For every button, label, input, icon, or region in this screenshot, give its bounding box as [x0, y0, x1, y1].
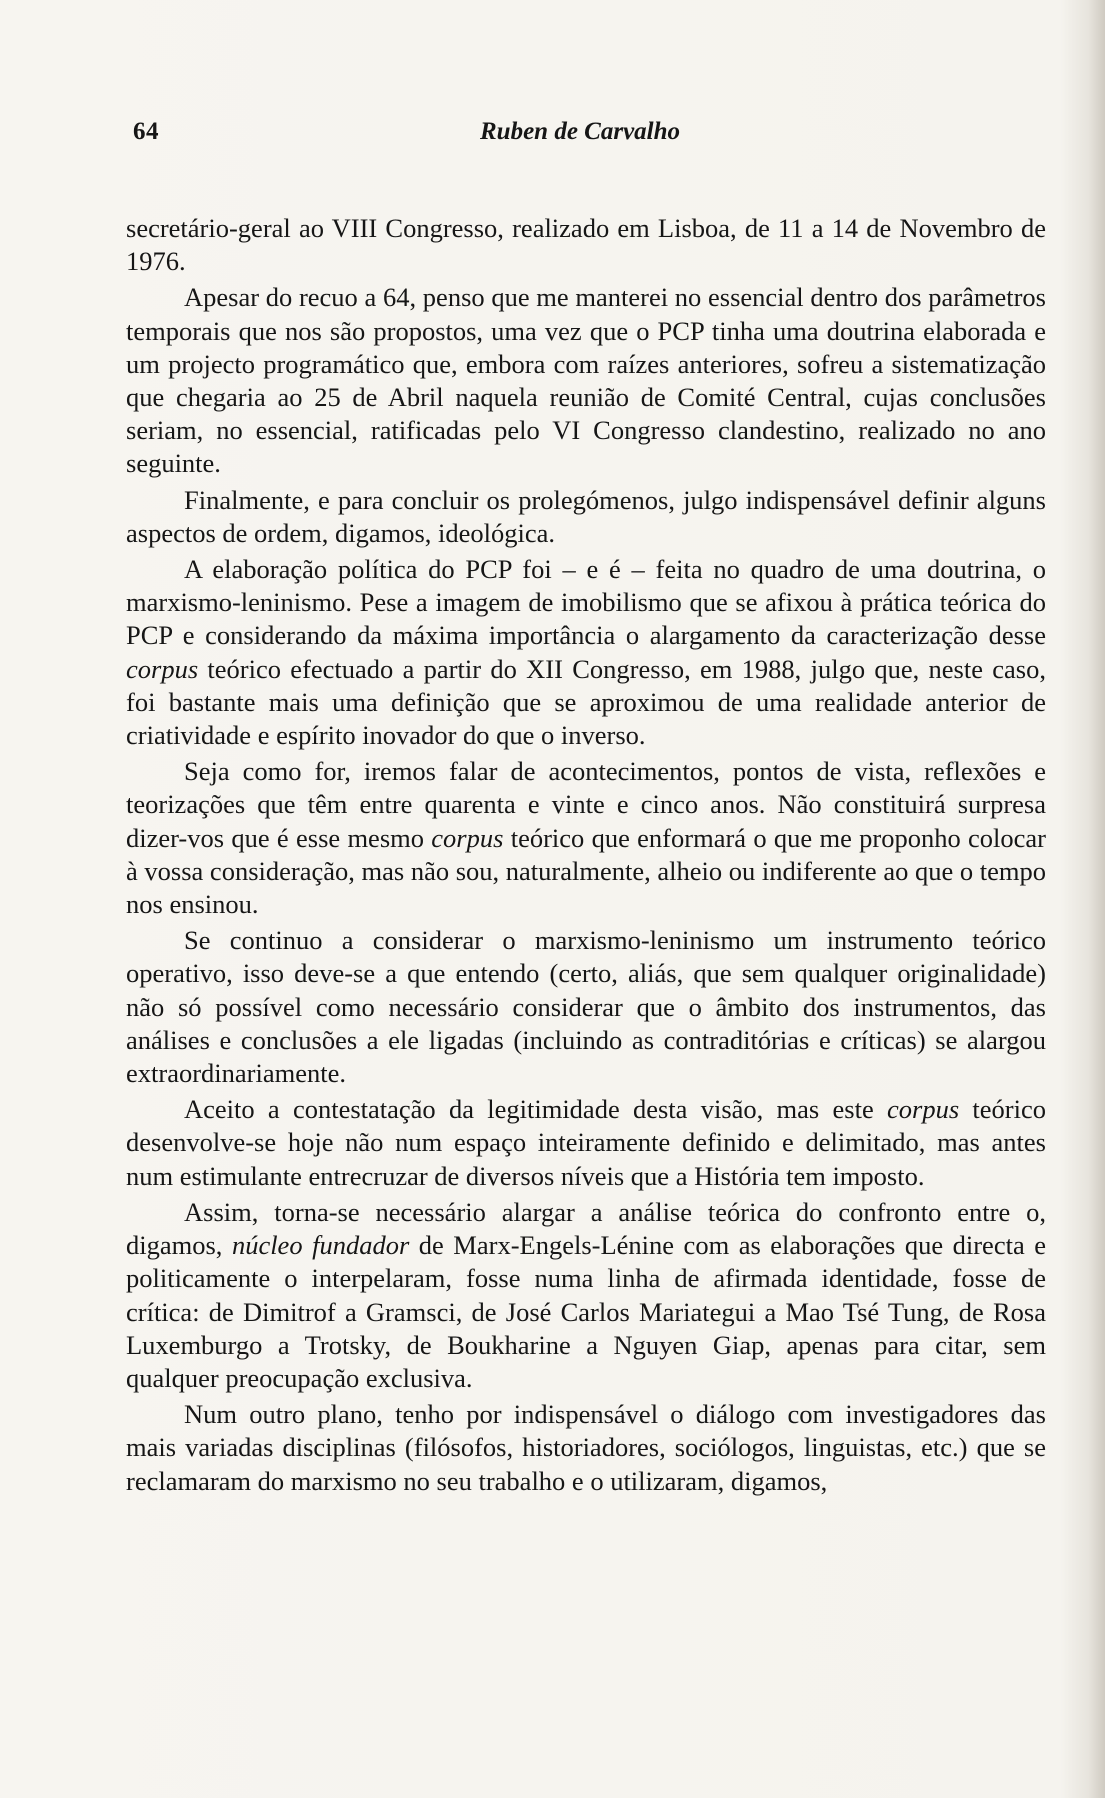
paragraph-text: Finalmente, e para concluir os prolegómenos, julgo indispensável definir alguns aspectos de ordem, digamos, ideológica.: [126, 484, 1046, 548]
paragraph-text: teórico efectuado a partir do XII Congresso, em 1988, julgo que, neste caso, foi bastante mais uma definição que se aproximou de uma realidade anterior de criatividade e espírito inovador do que o inverso.: [126, 653, 1046, 751]
paragraph-9: [126, 1398, 1046, 1498]
paragraph-text: teórico desenvolve-se hoje não num espaço inteiramente definido e delimitado, mas antes num estimulante entrecruzar de diversos níveis que a História tem imposto.: [126, 1094, 1046, 1191]
page-header: [133, 118, 1033, 158]
paragraph-text: Se continuo a considerar o marxismo-leninismo um instrumento teórico operativo, isso deve-se a que entendo (certo, aliás, que sem qualquer originalidade) não só possível como necessário considerar que o âmbito dos instrumentos, das análises e conclusões a ele ligadas (incluindo as contraditórias e críticas) se alargou extraordinariamente.: [126, 925, 1046, 1089]
paragraph-text: Num outro plano, tenho por indispensável o diálogo com investigadores das mais variadas disciplinas (filósofos, historiadores, sociólogos, linguistas, etc.) que se reclamaram do marxismo no seu trabalho e o utilizaram, digamos,: [126, 1399, 1046, 1496]
paragraph-2: [126, 281, 1046, 480]
italic-term: corpus: [126, 653, 199, 684]
paragraph-text: teórico que enformará o que me proponho colocar à vossa consideração, mas não sou, naturalmente, alheio ou indiferente ao que o tempo nos ensinou.: [126, 822, 1046, 920]
paragraph-1: [126, 212, 1046, 278]
italic-term: corpus: [887, 1094, 960, 1125]
paragraph-8: [126, 1196, 1046, 1395]
paragraph-text: secretário-geral ao VIII Congresso, realizado em Lisboa, de 11 a 14 de Novembro de 1976.: [126, 213, 1046, 277]
paragraph-5: [126, 755, 1046, 921]
italic-term: corpus: [431, 822, 504, 853]
paragraph-text: Seja como for, iremos falar de acontecimentos, pontos de vista, reflexões e teorizações que têm entre quarenta e vinte e cinco anos. Não constituirá surpresa dizer-vos que é esse mesmo: [126, 756, 1046, 853]
paragraph-text: Aceito a contestatação da legitimidade desta visão, mas este: [184, 1094, 887, 1125]
page-number: 64: [133, 118, 159, 145]
paragraph-text: de Marx-Engels-Lénine com as elaborações que directa e politicamente o interpelaram, fosse numa linha de afirmada identidade, fosse de crítica: de Dimitrof a Gramsci, de José Carlos Mariategui a Mao Tsé Tung, de Rosa Luxemburgo a Trotsky, de Boukharine a Nguyen Giap, apenas para citar, sem qualquer preocupação exclusiva.: [126, 1230, 1046, 1393]
paragraph-text: Assim, torna-se necessário alargar a análise teórica do confronto entre o, digamos,: [126, 1196, 1046, 1261]
italic-term: núcleo fundador: [231, 1230, 410, 1261]
paragraph-4: [126, 553, 1046, 752]
paragraph-7: [126, 1093, 1046, 1193]
paragraph-text: A elaboração política do PCP foi – e é – feita no quadro de uma doutrina, o marxismo-leninismo. Pese a imagem de imobilismo que se afixou à prática teórica do PCP e considerando da máxima importância o alargamento da caracterização desse: [126, 554, 1046, 651]
paragraph-text: Apesar do recuo a 64, penso que me manterei no essencial dentro dos parâmetros temporais que nos são propostos, uma vez que o PCP tinha uma doutrina elaborada e um projecto programático que, embora com raízes anteriores, sofreu a sistematização que chegaria ao 25 de Abril naquela reunião de Comité Central, cujas conclusões seriam, no essencial, ratificadas pelo VI Congresso clandestino, realizado no ano seguinte.: [126, 282, 1046, 479]
body-text: [126, 212, 1046, 1501]
running-head-author: Ruben de Carvalho: [480, 118, 681, 145]
paragraph-6: [126, 924, 1046, 1090]
paragraph-3: [126, 484, 1046, 550]
